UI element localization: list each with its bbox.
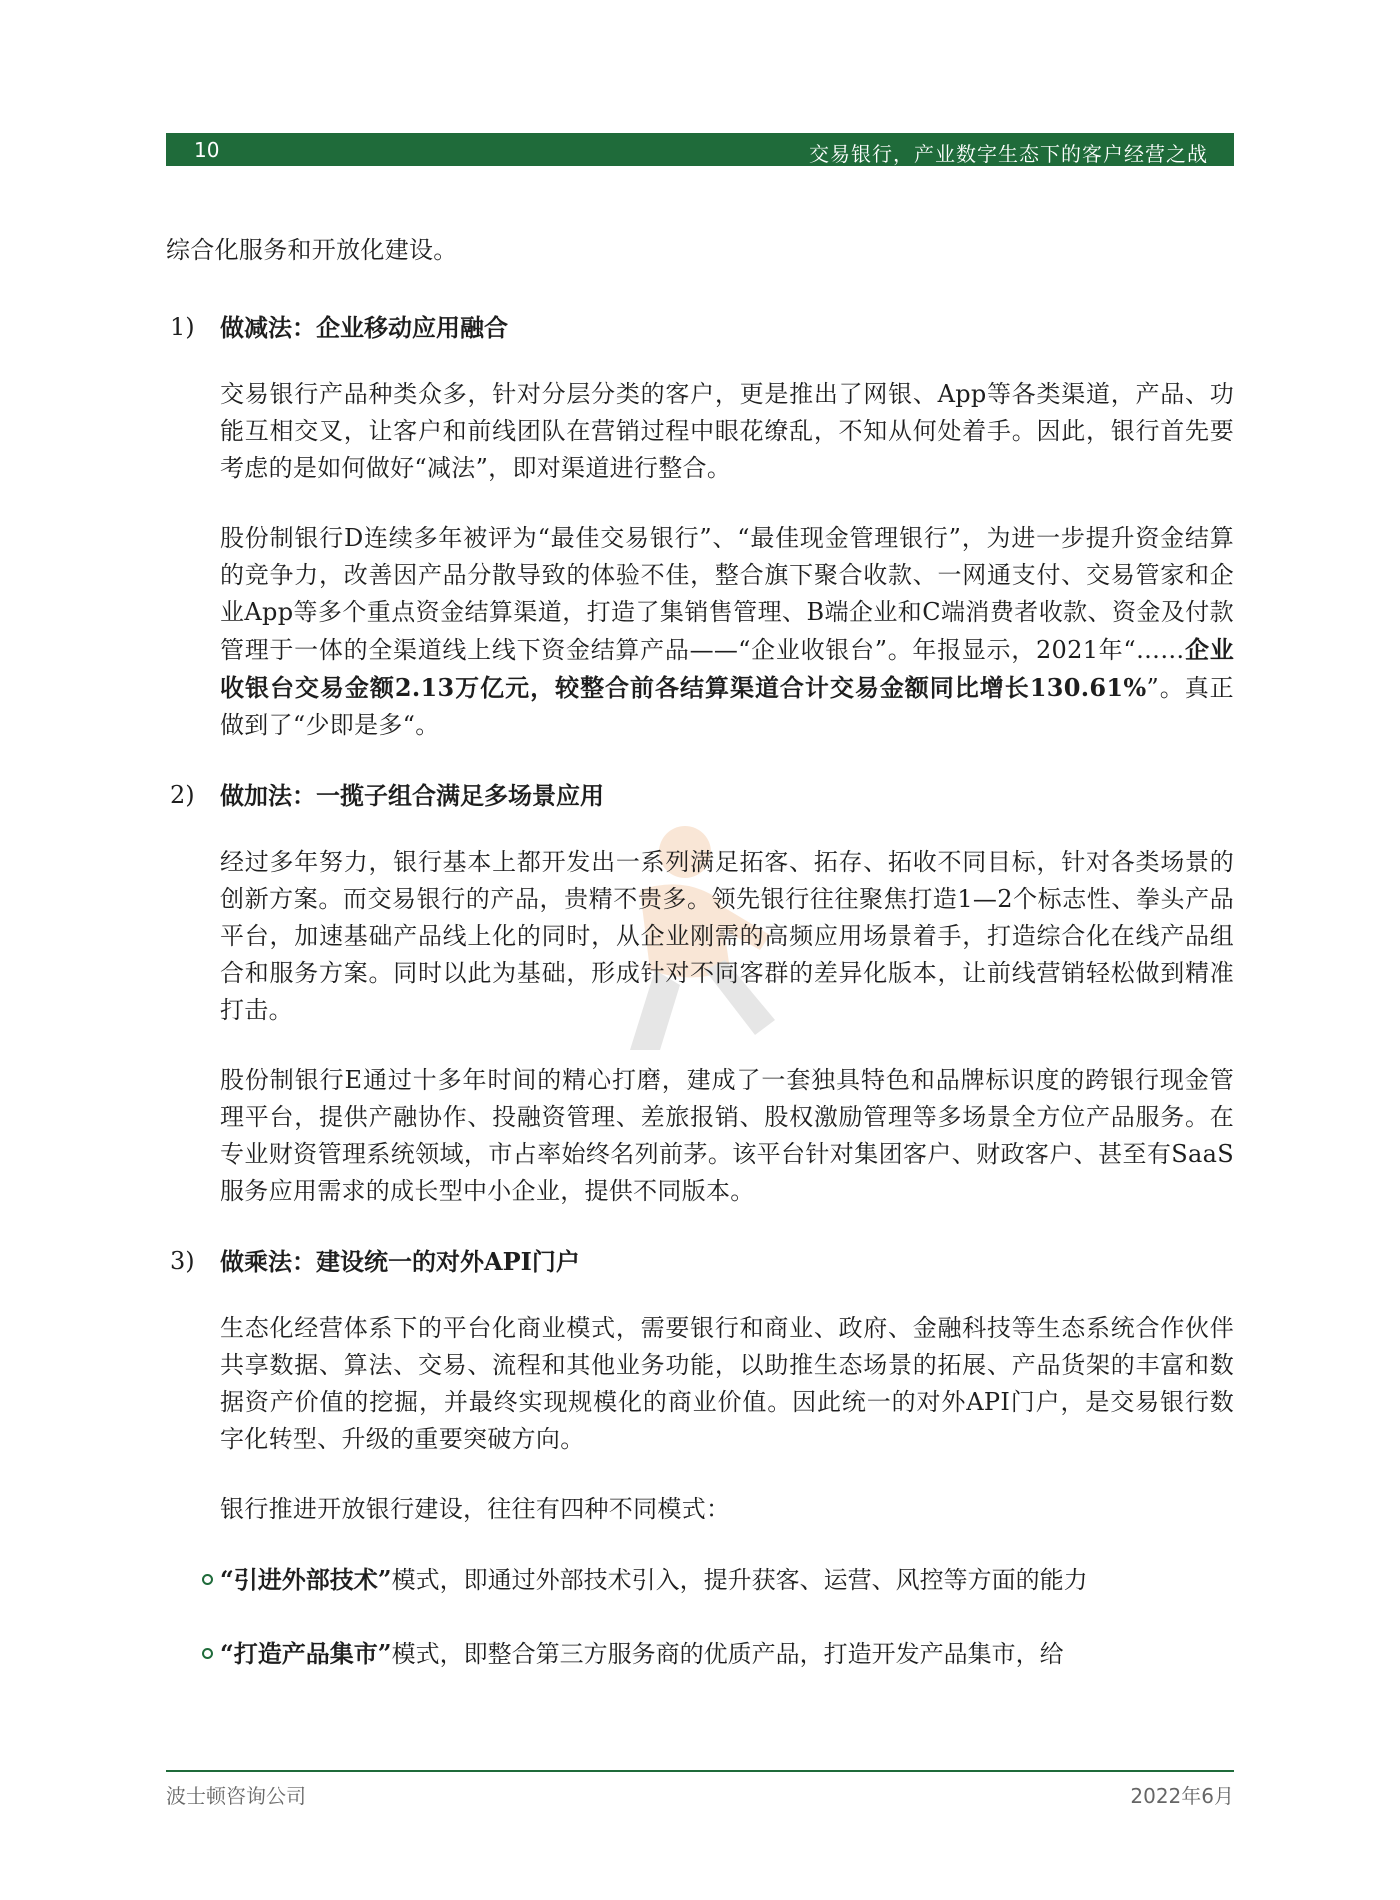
list-item [220,1635,1234,1673]
page-header-bar [166,133,1234,166]
footer-divider [166,1770,1234,1772]
section-heading-2 [166,777,1234,814]
paragraph: 经过多年努力，银行基本上都开发出一系列满足拓客、拓存、拓收不同目标，针对各类场景的创新方案。而交易银行的产品，贵精不贵多。领先银行往往聚焦打造1—2个标志性、拳头产品平台，加速基础产品线上化的同时，从企业刚需的高频应用场景着手，打造综合化在线产品组合和服务方案。同时以此为基础，形成针对不同客群的差异化版本，让前线营销轻松做到精准打击。 [220,848,1234,1024]
bullet-text: 模式，即通过外部技术引入，提升获客、运营、风控等方面的能力 [391,1566,1088,1594]
footer-date: 2022年6月 [1130,1784,1234,1808]
bullet-circle-icon [202,1648,213,1659]
emphasis-text: 企业收银台交易金额2.13万亿元，较整合前各结算渠道合计交易金额同比增长130.61% [220,635,1234,702]
section-number: 1) [170,313,195,341]
bullet-circle-icon [202,1574,213,1585]
list-item [220,1561,1234,1599]
paragraph: 交易银行产品种类众多，针对分层分类的客户，更是推出了网银、App等各类渠道，产品、功能互相交叉，让客户和前线团队在营销过程中眼花缭乱，不知从何处着手。因此，银行首先要考虑的是如何做好“减法”，即对渠道进行整合。 [220,380,1234,482]
bullet-text: 模式，即整合第三方服务商的优质产品，打造开发产品集市，给 [391,1640,1064,1668]
section-title: 做加法：一揽子组合满足多场景应用 [220,781,604,810]
intro-paragraph: 综合化服务和开放化建设。 [166,236,458,264]
bullet-title: “打造产品集市” [220,1639,392,1668]
paragraph: 银行推进开放银行建设，往往有四种不同模式： [220,1495,731,1523]
footer-company: 波士顿咨询公司 [166,1784,306,1808]
document-body [166,232,1234,1709]
section-number: 3) [170,1247,195,1275]
section-heading-1 [166,309,1234,346]
paragraph-text: 股份制银行D连续多年被评为“最佳交易银行”、“最佳现金管理银行”，为进一步提升资金结算的竞争力，改善因产品分散导致的体验不佳，整合旗下聚合收款、一网通支付、交易管家和企业App等多个重点资金结算渠道，打造了集销售管理、B端企业和C端消费者收款、资金及付款管理于一体的全渠道线上线下资金结算产品——“企业收银台”。年报显示，2021年“…… [220,524,1234,664]
page-number: 10 [194,138,220,162]
paragraph [220,520,1234,744]
paragraph: 股份制银行E通过十多年时间的精心打磨，建成了一套独具特色和品牌标识度的跨银行现金管理平台，提供产融协作、投融资管理、差旅报销、股权激励管理等多场景全方位产品服务。在专业财资管理系统领域，市占率始终名列前茅。该平台针对集团客户、财政客户、甚至有SaaS服务应用需求的成长型中小企业，提供不同版本。 [220,1066,1234,1205]
section-title: 做乘法：建设统一的对外API门户 [220,1247,580,1276]
section-heading-3 [166,1243,1234,1280]
section-number: 2) [170,781,195,809]
section-title: 做减法：企业移动应用融合 [220,313,508,342]
paragraph-text: ”。真正做到了“少即是多“。 [220,674,1234,739]
running-title: 交易银行，产业数字生态下的客户经营之战 [809,142,1208,166]
bullet-title: “引进外部技术” [220,1565,392,1594]
paragraph: 生态化经营体系下的平台化商业模式，需要银行和商业、政府、金融科技等生态系统合作伙伴共享数据、算法、交易、流程和其他业务功能，以助推生态场景的拓展、产品货架的丰富和数据资产价值的挖掘，并最终实现规模化的商业价值。因此统一的对外API门户，是交易银行数字化转型、升级的重要突破方向。 [220,1314,1234,1453]
